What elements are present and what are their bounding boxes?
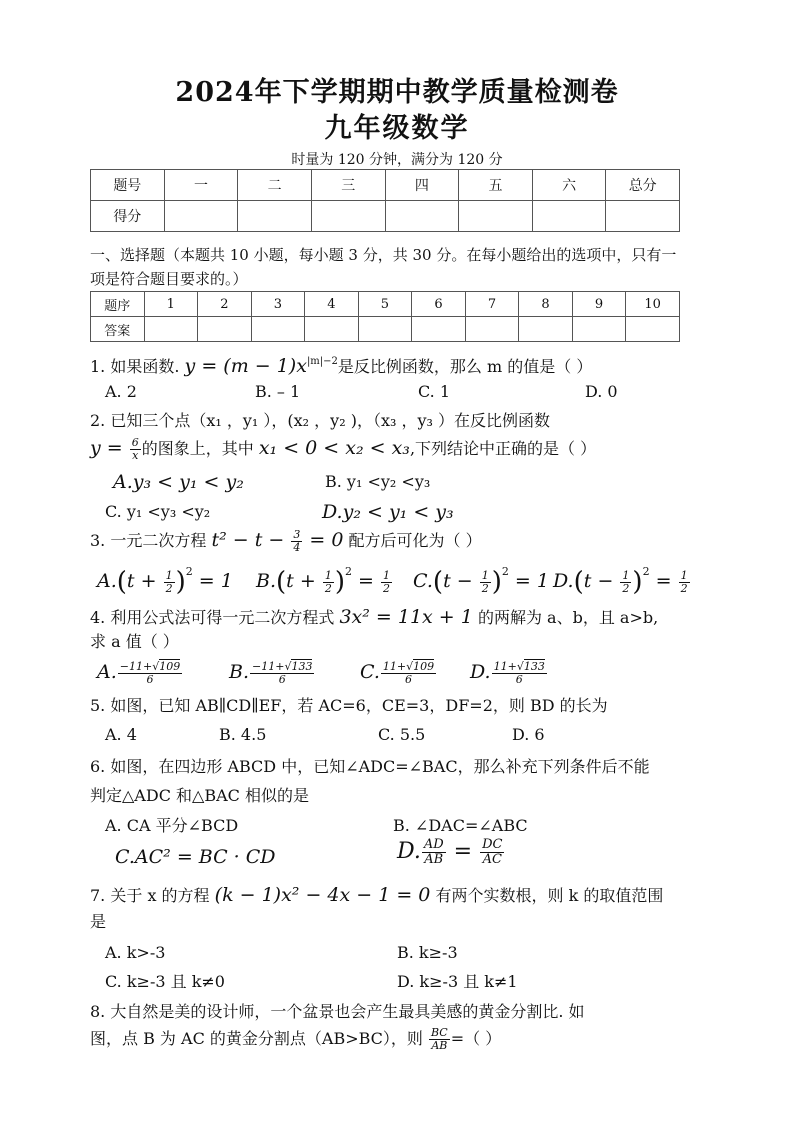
score-blank-cell <box>606 201 680 232</box>
answer-header-cell: 3 <box>251 292 305 317</box>
q4-option-d: D. $\frac{11+√133}{6}$ <box>470 659 545 686</box>
time-info: 时量为 120 分钟，满分为 120 分 <box>291 152 503 168</box>
q3-option-d: D.(t − $\frac{1}{2}$ )$^2$ = $\frac{1}{2}$ <box>553 565 688 597</box>
answer-blank-cell <box>358 317 412 342</box>
q2-option-d: D.y₂ < y₁ < y₃ <box>322 501 454 523</box>
answer-blank-cell <box>251 317 305 342</box>
q2-option-b: B. y₁ <y₂ <y₃ <box>325 472 431 491</box>
q6-option-c: C.AC² = BC · CD <box>115 846 276 868</box>
question-5: 5. 如图，已知 AB∥CD∥EF，若 AC=6，CE=3，DF=2，则 BD 的长为 <box>90 696 608 715</box>
q2-option-a: A.y₃ < y₁ < y₂ <box>113 471 244 493</box>
answer-header-cell: 10 <box>626 292 680 317</box>
q4-option-a: A. $\frac{-11+√109}{6}$ <box>97 659 181 686</box>
score-table-score-row <box>91 201 680 232</box>
score-blank-cell <box>459 201 533 232</box>
q2-condition: x₁ < 0 < x₂ < x₃ <box>258 437 410 459</box>
q1-option-a: A. 2 <box>105 382 137 401</box>
score-blank-cell <box>532 201 606 232</box>
answer-header-cell: 2 <box>198 292 252 317</box>
q7-option-b: B. k≥-3 <box>397 943 458 962</box>
q1-option-c: C. 1 <box>418 382 451 401</box>
q7-option-a: A. k>-3 <box>105 943 166 962</box>
answer-header-cell: 7 <box>465 292 519 317</box>
q2-function: y = $\frac{6}{x}$ <box>90 435 139 462</box>
answer-blank-cell <box>519 317 573 342</box>
q8-stem-post: =（ ） <box>450 1029 502 1048</box>
score-blank-cell <box>238 201 312 232</box>
section1-intro-line2: 项是符合题目要求的。） <box>90 270 248 288</box>
q7-stem-post: 有两个实数根，则 k 的取值范围 <box>435 886 664 905</box>
q3-option-a: A.(t + $\frac{1}{2}$ )$^2$ = 1 <box>97 565 233 597</box>
score-header-cell: 二 <box>238 170 312 201</box>
answer-header-cell: 8 <box>519 292 573 317</box>
score-header-cell: 三 <box>311 170 385 201</box>
answer-table-answer-row <box>91 317 680 342</box>
question-1 <box>90 350 592 379</box>
q7-equation: (k − 1)x² − 4x − 1 = 0 <box>214 884 431 906</box>
question-2-line2 <box>90 436 596 461</box>
q6-option-d: D. $\frac{AD}{AB}$ = $\frac{DC}{AC}$ <box>397 837 503 867</box>
answer-blank-cell <box>198 317 252 342</box>
q4-option-b: B. $\frac{-11+√133}{6}$ <box>229 659 313 686</box>
q8-ratio: $\frac{BC}{AB}$ <box>431 1026 448 1052</box>
question-6-line2: 判定△ADC 和△BAC 相似的是 <box>90 786 309 805</box>
answer-header-cell: 5 <box>358 292 412 317</box>
answer-row-label: 答案 <box>91 317 145 342</box>
answer-header-cell: 题序 <box>91 292 145 317</box>
q3-option-b: B.(t + $\frac{1}{2}$ )$^2$ = $\frac{1}{2}$ <box>256 565 390 597</box>
q3-stem-pre: 3. 一元二次方程 <box>90 531 207 550</box>
q6-option-a: A. CA 平分∠BCD <box>105 816 239 835</box>
q5-option-c: C. 5.5 <box>378 725 426 744</box>
answer-blank-cell <box>465 317 519 342</box>
answer-blank-cell <box>412 317 466 342</box>
q3-equation: t² − t − $\frac{3}{4}$ = 0 <box>211 527 344 554</box>
q2-stem-mid: 的图象上，其中 <box>141 439 254 458</box>
question-2-line1: 2. 已知三个点（x₁ ，y₁ ），(x₂ ，y₂ )，（x₃ ，y₃ ）在反比例函数 <box>90 411 551 430</box>
q3-stem-post: 配方后可化为（ ） <box>348 531 482 550</box>
score-row-label: 得分 <box>91 201 165 232</box>
q8-stem-pre: 图，点 B 为 AC 的黄金分割点（AB>BC），则 <box>90 1029 423 1048</box>
exam-title: 2024年下学期期中教学质量检测卷 <box>175 77 619 108</box>
q7-option-d: D. k≥-3 且 k≠1 <box>397 972 518 991</box>
score-blank-cell <box>164 201 238 232</box>
q1-stem-post: 是反比例函数，那么 m 的值是（ ） <box>337 357 593 376</box>
question-6-line1: 6. 如图，在四边形 ABCD 中，已知∠ADC=∠BAC，那么补充下列条件后不能 <box>90 757 650 776</box>
answer-table <box>90 291 680 342</box>
answer-blank-cell <box>144 317 198 342</box>
answer-header-cell: 9 <box>572 292 626 317</box>
score-header-cell: 一 <box>164 170 238 201</box>
answer-blank-cell <box>626 317 680 342</box>
q1-option-d: D. 0 <box>585 382 618 401</box>
exam-subject: 九年级数学 <box>324 113 470 144</box>
answer-table-header-row <box>91 292 680 317</box>
q4-stem-pre: 4. 利用公式法可得一元二次方程式 <box>90 608 335 627</box>
score-header-cell: 五 <box>459 170 533 201</box>
score-table <box>90 169 680 232</box>
answer-blank-cell <box>305 317 359 342</box>
answer-header-cell: 1 <box>144 292 198 317</box>
q4-stem-post: 的两解为 a、b，且 a>b, <box>477 608 659 627</box>
score-blank-cell <box>385 201 459 232</box>
q5-option-a: A. 4 <box>105 725 137 744</box>
score-table-header-row <box>91 170 680 201</box>
answer-blank-cell <box>572 317 626 342</box>
q2-stem-end: ,下列结论中正确的是（ ） <box>409 439 597 458</box>
question-3 <box>90 528 482 553</box>
q6-option-b: B. ∠DAC=∠ABC <box>393 816 528 835</box>
score-blank-cell <box>311 201 385 232</box>
q1-option-b: B. – 1 <box>255 382 301 401</box>
q7-option-c: C. k≥-3 且 k≠0 <box>105 972 225 991</box>
score-header-cell: 总分 <box>606 170 680 201</box>
answer-header-cell: 4 <box>305 292 359 317</box>
question-7-line1 <box>90 883 663 908</box>
score-header-cell: 四 <box>385 170 459 201</box>
q1-formula: $y = (m - 1)x^{|m|-2}$ <box>184 355 338 377</box>
question-8-line1: 8. 大自然是美的设计师，一个盆景也会产生最具美感的黄金分割比. 如 <box>90 1002 585 1021</box>
question-4-line2: 求 a 值（ ） <box>90 632 179 651</box>
q5-option-d: D. 6 <box>512 725 545 744</box>
q7-stem-pre: 7. 关于 x 的方程 <box>90 886 210 905</box>
q3-option-c: C.(t − $\frac{1}{2}$ )$^2$ = 1 <box>413 565 549 597</box>
score-header-cell: 六 <box>532 170 606 201</box>
question-8-line2 <box>90 1027 501 1052</box>
score-header-cell: 题号 <box>91 170 165 201</box>
question-7-line2: 是 <box>90 912 107 931</box>
answer-header-cell: 6 <box>412 292 466 317</box>
q4-equation: 3x² = 11x + 1 <box>339 606 473 628</box>
question-4-line1 <box>90 605 658 630</box>
q5-option-b: B. 4.5 <box>219 725 267 744</box>
q2-option-c: C. y₁ <y₃ <y₂ <box>105 502 211 521</box>
q1-stem-pre: 1. 如果函数. <box>90 357 180 376</box>
q4-option-c: C. $\frac{11+√109}{6}$ <box>360 659 435 686</box>
section1-intro-line1: 一、选择题（本题共 10 小题，每小题 3 分，共 30 分。在每小题给出的选项中，只有一 <box>90 246 677 264</box>
